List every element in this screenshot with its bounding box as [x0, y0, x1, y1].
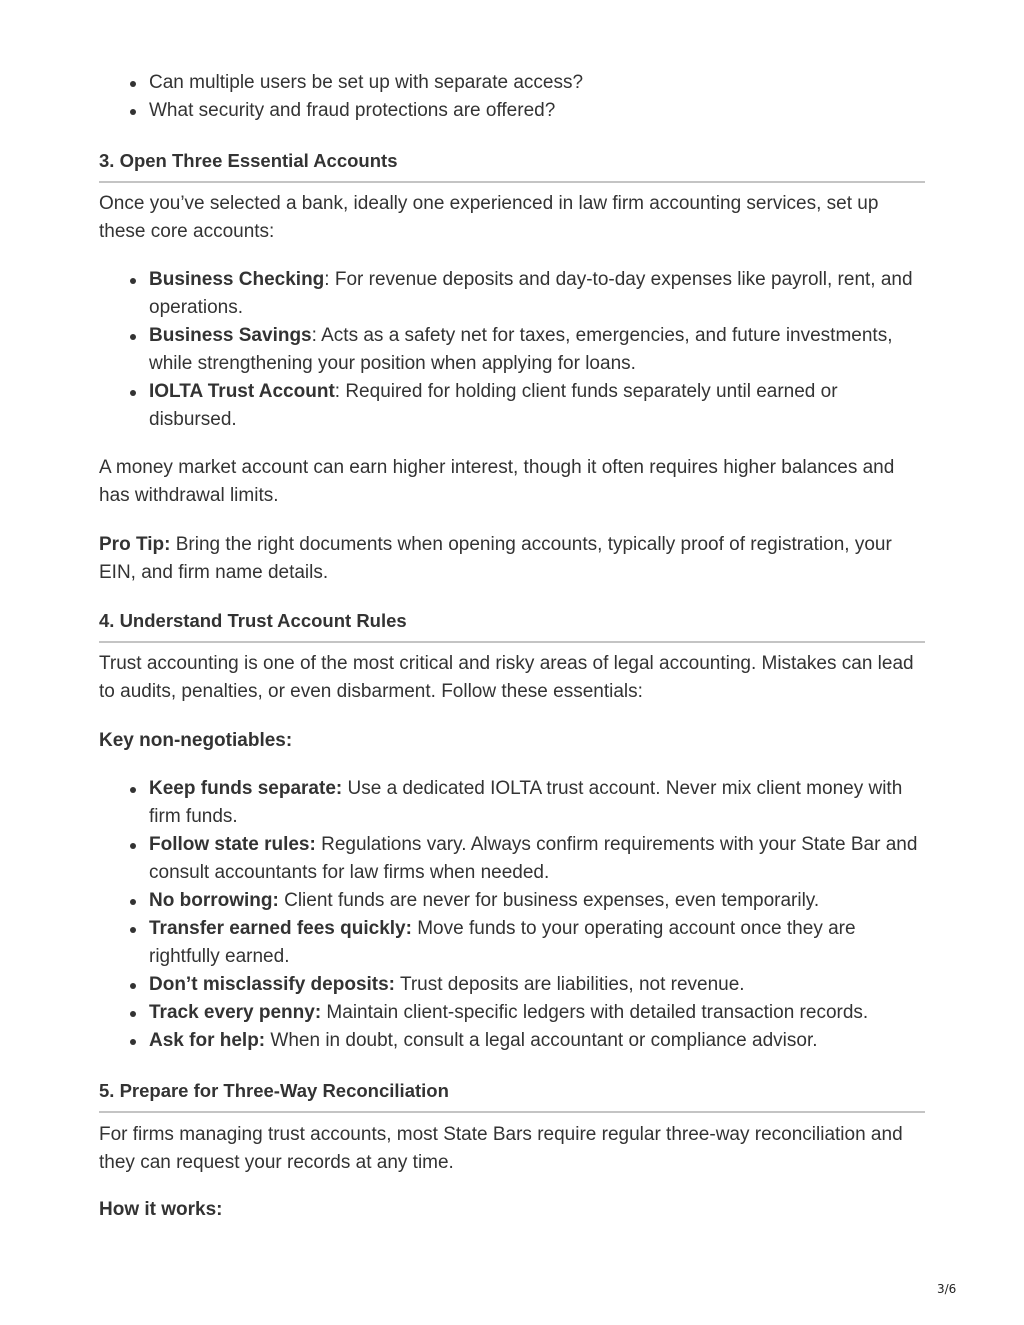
trust-rules-list	[99, 775, 925, 1055]
item-label: IOLTA Trust Account	[149, 381, 335, 402]
section-heading-4: 4. Understand Trust Account Rules	[99, 607, 925, 643]
list-item	[99, 915, 925, 971]
list-item	[99, 378, 925, 434]
item-label: Transfer earned fees quickly:	[149, 918, 412, 939]
item-text: Trust deposits are liabilities, not revenue.	[395, 974, 745, 995]
item-label: Business Checking	[149, 269, 325, 290]
list-item	[99, 999, 925, 1027]
list-item	[99, 266, 925, 322]
item-text: Client funds are never for business expenses, even temporarily.	[278, 890, 820, 911]
list-item	[99, 887, 925, 915]
item-text: : Required for holding client funds separately until earned or disbursed.	[149, 381, 838, 430]
item-label: Ask for help:	[149, 1030, 266, 1051]
list-item	[99, 775, 925, 831]
paragraph: For firms managing trust accounts, most State Bars require regular three-way reconciliation and they can request your records at any time.	[99, 1124, 903, 1173]
subheading: Key non-negotiables:	[99, 730, 293, 751]
pro-tip-label: Pro Tip:	[99, 534, 171, 555]
item-label: Track every penny:	[149, 1002, 322, 1023]
subheading: How it works:	[99, 1199, 223, 1220]
item-text: Use a dedicated IOLTA trust account. Never mix client money with firm funds.	[149, 778, 903, 827]
item-text: Move funds to your operating account once they are rightfully earned.	[149, 918, 856, 967]
item-text: Regulations vary. Always confirm requirements with your State Bar and consult accountants for law firms when needed.	[149, 834, 918, 883]
list-item	[99, 322, 925, 378]
paragraph: Trust accounting is one of the most critical and risky areas of legal accounting. Mistakes can lead to audits, penalties, or even disbarment. Follow these essentials:	[99, 653, 914, 702]
item-label: Business Savings	[149, 325, 312, 346]
list-item	[99, 1027, 925, 1055]
paragraph: Once you’ve selected a bank, ideally one experienced in law firm accounting services, set up these core accounts:	[99, 193, 879, 242]
item-text: Maintain client-specific ledgers with detailed transaction records.	[321, 1002, 869, 1023]
list-item	[99, 971, 925, 999]
paragraph: A money market account can earn higher interest, though it often requires higher balances and has withdrawal limits.	[99, 457, 895, 506]
item-text: When in doubt, consult a legal accountant or compliance advisor.	[265, 1030, 818, 1051]
pro-tip	[99, 531, 925, 587]
accounts-list	[99, 266, 925, 434]
item-label: Keep funds separate:	[149, 778, 343, 799]
pro-tip-text: Bring the right documents when opening accounts, typically proof of registration, your EIN, and firm name details.	[99, 534, 892, 583]
list-item: Can multiple users be set up with separate access?	[99, 69, 925, 97]
page-number: 3/6	[937, 1282, 957, 1296]
item-text: : For revenue deposits and day-to-day expenses like payroll, rent, and operations.	[149, 269, 913, 318]
list-item	[99, 831, 925, 887]
section-heading-5: 5. Prepare for Three-Way Reconciliation	[99, 1077, 925, 1113]
item-label: Don’t misclassify deposits:	[149, 974, 396, 995]
item-text: : Acts as a safety net for taxes, emergencies, and future investments, while strengthening your position when applying for loans.	[149, 325, 893, 374]
intro-bullet-list	[99, 69, 925, 125]
list-item: What security and fraud protections are offered?	[99, 97, 925, 125]
section-heading-3: 3. Open Three Essential Accounts	[99, 147, 925, 183]
item-label: No borrowing:	[149, 890, 279, 911]
item-label: Follow state rules:	[149, 834, 316, 855]
